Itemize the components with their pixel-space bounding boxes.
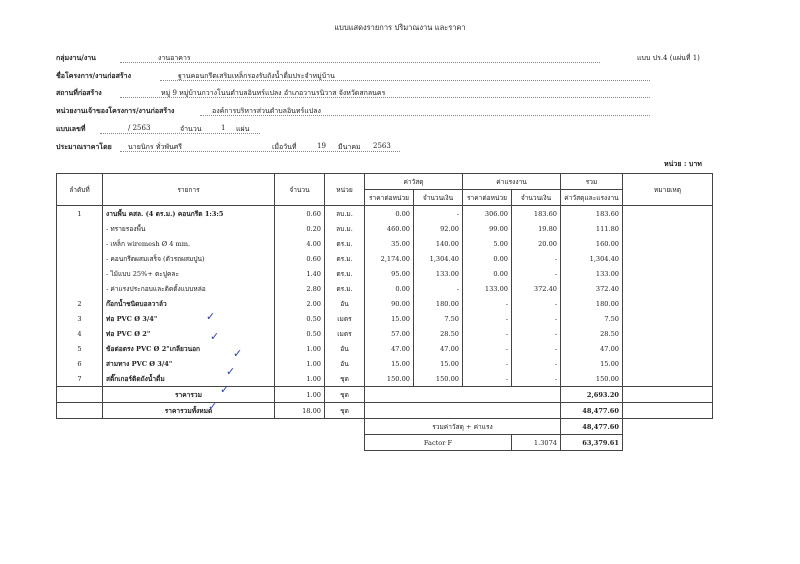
subtotal-unit: ชุด (325, 387, 365, 403)
count-label: จำนวน (180, 125, 202, 133)
cell-m-amt: 92.00 (414, 221, 463, 236)
cell-total: 1,304.40 (561, 251, 623, 266)
agency-label: หน่วยงานเจ้าของโครงการ/งานก่อสร้าง (56, 106, 175, 115)
subtotal-total: 2,693.20 (561, 387, 623, 403)
cell-l-amt: - (512, 356, 561, 371)
cell-qty: 0.60 (275, 251, 325, 266)
factor-total: 63,379.61 (561, 435, 623, 451)
cell-unit: ตร.ม. (325, 251, 365, 266)
underline (160, 80, 650, 81)
group-label: กลุ่มงาน/งาน (56, 53, 96, 62)
cell-l-price: 306.00 (463, 206, 512, 222)
underline (100, 133, 260, 134)
cell-remark (623, 266, 713, 281)
cell-m-amt: 15.00 (414, 356, 463, 371)
col-material: ค่าวัสดุ (365, 174, 463, 190)
cell-remark (623, 341, 713, 356)
estimate-table (56, 173, 713, 451)
underline (120, 151, 400, 152)
date-month: มีนาคม (338, 143, 361, 151)
grand-total: 48,477.60 (561, 403, 623, 419)
cell-no (57, 251, 103, 266)
form-no-value: / 2563 (128, 124, 151, 132)
mat-labor-total: 48,477.60 (561, 419, 623, 435)
cell-no (57, 221, 103, 236)
cell-item: - คอนกรีตผสมเสร็จ (ตัวรถผสมปูน) (103, 251, 275, 266)
agency-value: องค์การบริหารส่วนตำบลอินทร์แปลง (212, 107, 321, 115)
cell-total: 133.00 (561, 266, 623, 281)
table-row (57, 206, 713, 222)
cell-l-amt: 372.40 (512, 281, 561, 296)
cell-item: - ค่าแรงประกอบและติดตั้งแบบหล่อ (103, 281, 275, 296)
cell-remark (623, 281, 713, 296)
cell-m-amt: 180.00 (414, 296, 463, 311)
cell-l-price: 133.00 (463, 281, 512, 296)
cell-remark (623, 356, 713, 371)
factor-label: Factor F (365, 435, 512, 451)
cell-qty: 4.00 (275, 236, 325, 251)
cell-l-price: - (463, 356, 512, 371)
cell-qty: 0.60 (275, 206, 325, 222)
cell-m-price: 2,174.00 (365, 251, 414, 266)
cell-l-amt: - (512, 266, 561, 281)
underline (120, 97, 650, 98)
col-qty: จำนวน (275, 174, 325, 206)
col-total: รวม (561, 174, 623, 190)
cell-m-price: 0.00 (365, 206, 414, 222)
form-no-label: แบบเลขที่ (56, 124, 86, 133)
cell-item: ก๊อกน้ำชนิดบอลวาล์ว (103, 296, 275, 311)
cell-remark (623, 311, 713, 326)
checkmark-icon: ✓ (208, 400, 218, 413)
cell-no (57, 236, 103, 251)
cell-no: 7 (57, 371, 103, 387)
estimator-value: นายนิกร ทั่วพันศรี (128, 143, 182, 151)
mat-labor-label: รวมค่าวัสดุ + ค่าแรง (365, 419, 561, 435)
cell-remark (623, 251, 713, 266)
checkmark-icon: ✓ (220, 383, 230, 396)
cell-item: สติ๊กเกอร์ติดถังน้ำดื่ม (103, 371, 275, 387)
cell-unit: ตร.ม. (325, 281, 365, 296)
cell-remark (623, 206, 713, 222)
cell-l-price: - (463, 371, 512, 387)
cell-unit: อัน (325, 296, 365, 311)
estimator-label: ประมาณราคาโดย (56, 142, 112, 151)
cell-unit: ลบ.ม. (325, 221, 365, 236)
unit-note: หน่วย : บาท (664, 159, 702, 168)
table-row (57, 341, 713, 356)
cell-no: 2 (57, 296, 103, 311)
cell-qty: 1.00 (275, 341, 325, 356)
cell-m-amt: 140.00 (414, 236, 463, 251)
table-row (57, 296, 713, 311)
cell-l-price: 5.00 (463, 236, 512, 251)
underline (120, 62, 600, 63)
cell-unit: อัน (325, 341, 365, 356)
cell-l-amt: - (512, 371, 561, 387)
cell-unit: ตร.ม. (325, 236, 365, 251)
cell-l-price: - (463, 296, 512, 311)
checkmark-icon: ✓ (206, 310, 216, 323)
cell-l-amt: - (512, 341, 561, 356)
grand-unit: ชุด (325, 403, 365, 419)
cell-total: 15.00 (561, 356, 623, 371)
date-year: 2563 (373, 142, 391, 150)
cell-item: งานพื้น คสล. (4 ตร.ม.) คอนกรีต 1:3:5 (103, 206, 275, 222)
cell-m-price: 0.00 (365, 281, 414, 296)
cell-item: - ไม้แบบ 25%+ ตะปูคละ (103, 266, 275, 281)
checkmark-icon: ✓ (233, 347, 243, 360)
cell-m-price: 15.00 (365, 311, 414, 326)
table-row (57, 371, 713, 387)
cell-item: - เหล็ก wiremesh Ø 4 mm. (103, 236, 275, 251)
cell-total: 372.40 (561, 281, 623, 296)
factor-value: 1.3074 (512, 435, 561, 451)
cell-no: 4 (57, 326, 103, 341)
cell-total: 150.00 (561, 371, 623, 387)
cell-qty: 0.50 (275, 311, 325, 326)
cell-total: 111.80 (561, 221, 623, 236)
col-no: ลำดับที่ (57, 174, 103, 206)
cell-l-price: 0.00 (463, 251, 512, 266)
subtotal-qty: 1.00 (275, 387, 325, 403)
cell-total: 180.00 (561, 296, 623, 311)
col-remark: หมายเหตุ (623, 174, 713, 206)
cell-l-amt: - (512, 296, 561, 311)
date-label: เมื่อวันที่ (272, 143, 297, 151)
cell-l-amt: - (512, 326, 561, 341)
cell-remark (623, 296, 713, 311)
cell-m-amt: 7.50 (414, 311, 463, 326)
cell-l-amt: 19.80 (512, 221, 561, 236)
form-code: แบบ ปร.4 (แผ่นที่ 1) (637, 54, 700, 62)
page-title: แบบแสดงรายการ ปริมาณงาน และราคา (334, 23, 466, 32)
cell-l-price: - (463, 341, 512, 356)
cell-m-amt: 47.00 (414, 341, 463, 356)
cell-remark (623, 236, 713, 251)
col-labor-amount: จำนวนเงิน (512, 190, 561, 206)
cell-l-amt: - (512, 311, 561, 326)
cell-m-price: 47.00 (365, 341, 414, 356)
cell-item: ข้อต่อตรง PVC Ø 2"เกลียวนอก (103, 341, 275, 356)
cell-l-amt: 183.60 (512, 206, 561, 222)
cell-total: 47.00 (561, 341, 623, 356)
cell-no (57, 266, 103, 281)
cell-qty: 0.50 (275, 326, 325, 341)
cell-remark (623, 371, 713, 387)
col-labor-unit-price: ราคาต่อหน่วย (463, 190, 512, 206)
cell-total: 28.50 (561, 326, 623, 341)
table-row (57, 221, 713, 236)
cell-m-price: 90.00 (365, 296, 414, 311)
col-unit: หน่วย (325, 174, 365, 206)
cell-m-amt: 1,304.40 (414, 251, 463, 266)
cell-qty: 2.80 (275, 281, 325, 296)
date-day: 19 (317, 142, 326, 150)
cell-m-amt: 150.00 (414, 371, 463, 387)
cell-m-price: 95.00 (365, 266, 414, 281)
cell-l-price: 99.00 (463, 221, 512, 236)
cell-item: สามทาง PVC Ø 3/4" (103, 356, 275, 371)
cell-total: 183.60 (561, 206, 623, 222)
cell-qty: 1.00 (275, 356, 325, 371)
cell-m-price: 35.00 (365, 236, 414, 251)
cell-m-amt: - (414, 281, 463, 296)
cell-item: - ทรายรองพื้น (103, 221, 275, 236)
cell-item: ท่อ PVC Ø 3/4" (103, 311, 275, 326)
cell-m-price: 150.00 (365, 371, 414, 387)
cell-unit: อัน (325, 356, 365, 371)
group-value: งานอาคาร (158, 54, 191, 62)
cell-l-amt: - (512, 251, 561, 266)
cell-l-price: 0.00 (463, 266, 512, 281)
cell-item: ท่อ PVC Ø 2" (103, 326, 275, 341)
cell-total: 160.00 (561, 236, 623, 251)
cell-m-price: 15.00 (365, 356, 414, 371)
cell-unit: เมตร (325, 311, 365, 326)
cell-qty: 1.00 (275, 371, 325, 387)
table-row (57, 311, 713, 326)
checkmark-icon: ✓ (226, 365, 236, 378)
checkmark-icon: ✓ (210, 330, 220, 343)
site-value: หมู่ 9 หมู่บ้านกวางโนนตำบลอินทร์แปลง อำเภอวานรนิวาส จังหวัดสกลนคร (161, 89, 386, 97)
cell-l-amt: 20.00 (512, 236, 561, 251)
col-item: รายการ (103, 174, 275, 206)
cell-no: 6 (57, 356, 103, 371)
cell-m-price: 57.00 (365, 326, 414, 341)
cell-unit: เมตร (325, 326, 365, 341)
cell-remark (623, 221, 713, 236)
cell-no: 1 (57, 206, 103, 222)
cell-l-price: - (463, 311, 512, 326)
count-value: 1 (221, 124, 226, 132)
cell-m-amt: 28.50 (414, 326, 463, 341)
subtotal-label: ราคารวม (103, 387, 275, 403)
cell-no: 3 (57, 311, 103, 326)
cell-unit: ชุด (325, 371, 365, 387)
cell-m-amt: 133.00 (414, 266, 463, 281)
table-row (57, 251, 713, 266)
cell-m-amt: - (414, 206, 463, 222)
cell-l-price: - (463, 326, 512, 341)
count-unit: แผ่น (236, 125, 250, 133)
table-row (57, 281, 713, 296)
col-total-sub: ค่าวัสดุและแรงงาน (561, 190, 623, 206)
col-material-amount: จำนวนเงิน (414, 190, 463, 206)
cell-no: 5 (57, 341, 103, 356)
site-label: สถานที่ก่อสร้าง (56, 88, 102, 97)
cell-unit: ลบ.ม. (325, 206, 365, 222)
project-value: ฐานคอนกรีตเสริมเหล็กรองรับถังน้ำดื่มประจำหมู่บ้าน (178, 72, 335, 80)
cell-m-price: 460.00 (365, 221, 414, 236)
col-material-unit-price: ราคาต่อหน่วย (365, 190, 414, 206)
table-row (57, 236, 713, 251)
cell-total: 7.50 (561, 311, 623, 326)
grand-label: ราคารวมทั้งหมด (103, 403, 275, 419)
cell-qty: 2.00 (275, 296, 325, 311)
table-row (57, 266, 713, 281)
cell-unit: ตร.ม. (325, 266, 365, 281)
project-label: ชื่อโครงการ/งานก่อสร้าง (56, 71, 132, 80)
cell-qty: 1.40 (275, 266, 325, 281)
cell-no (57, 281, 103, 296)
col-labor: ค่าแรงงาน (463, 174, 561, 190)
cell-remark (623, 326, 713, 341)
table-row (57, 326, 713, 341)
cell-qty: 0.20 (275, 221, 325, 236)
underline (200, 115, 650, 116)
table-row (57, 356, 713, 371)
grand-qty: 18.00 (275, 403, 325, 419)
